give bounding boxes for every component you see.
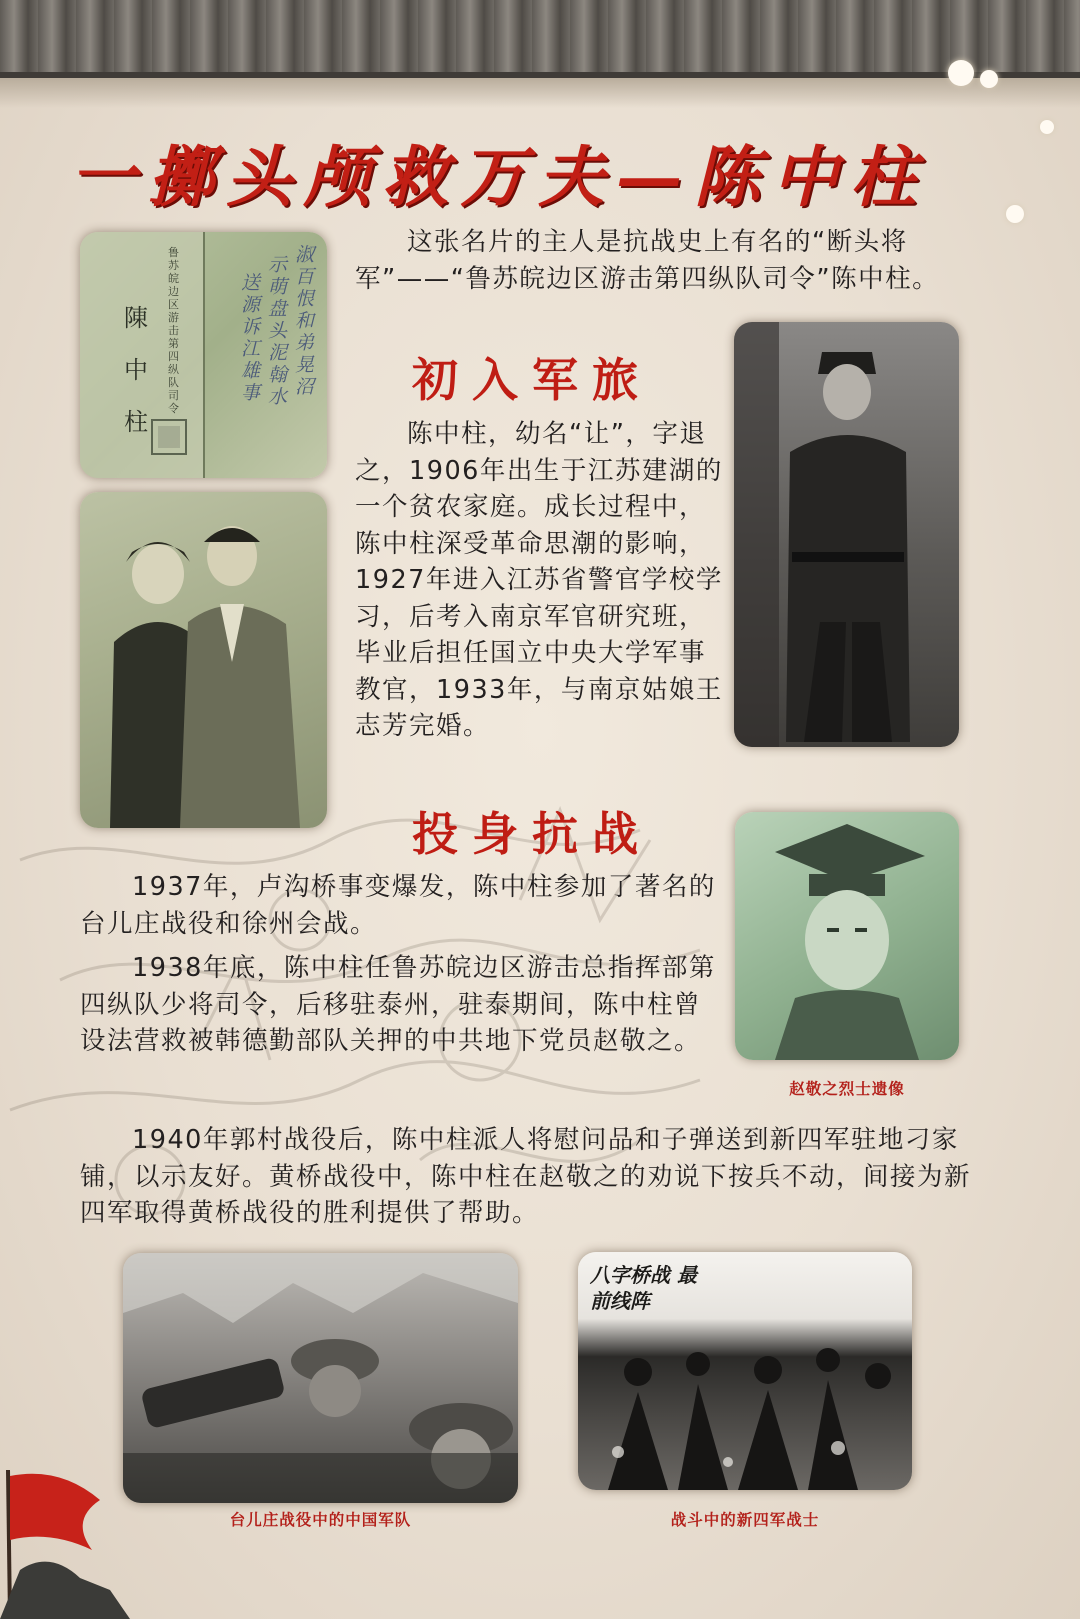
roof-tiles-decoration xyxy=(0,0,1080,78)
page-title: 一擲头颅救万夫—陈中柱 xyxy=(70,138,928,216)
war-paragraph-1938: 1938年底，陈中柱任鲁苏皖边区游击总指挥部第四纵队少将司令，后移驻泰州，驻泰期间，陈中柱曾设法营救被韩德勤部队关押的中共地下党员赵敬之。 xyxy=(80,953,716,1056)
blossom-decoration xyxy=(948,60,974,86)
caption-zhao-jingzhi: 赵敬之烈士遗像 xyxy=(789,1080,905,1098)
photo-sign-text: 八字桥战 最前线阵 xyxy=(590,1263,697,1313)
couple-photo xyxy=(80,492,327,828)
card-name-char: 中 xyxy=(124,356,148,384)
blossom-decoration xyxy=(980,70,998,88)
card-name-char: 陳 xyxy=(124,304,148,332)
card-handwriting: 淑百恨和弟晃沼 xyxy=(295,244,315,398)
caption-new-fourth-army: 战斗中的新四军战士 xyxy=(670,1511,820,1529)
war-paragraph-1937: 1937年，卢沟桥事变爆发，陈中柱参加了著名的台儿庄战役和徐州会战。 xyxy=(80,872,716,939)
business-card-photo xyxy=(80,232,327,478)
card-printed-title: 鲁苏皖边区游击第四纵队司令 xyxy=(168,246,179,415)
section-heading-early-career: 初入军旅 xyxy=(412,353,652,407)
card-name-char: 柱 xyxy=(124,408,148,436)
chen-zhongzhu-portrait xyxy=(734,322,959,747)
caption-taierzhuang: 台儿庄战役中的中国军队 xyxy=(229,1511,412,1529)
card-handwriting: 送源诉江雄事 xyxy=(241,272,261,404)
intro-paragraph: 这张名片的主人是抗战史上有名的“断头将军”——“鲁苏皖边区游击第四纵队司令”陈中柱。 xyxy=(355,227,940,294)
card-handwriting: 示萌盘头泥翰水 xyxy=(268,254,288,408)
section-heading-joining-war: 投身抗战 xyxy=(412,807,652,861)
taierzhuang-troops-photo xyxy=(123,1253,518,1503)
blossom-decoration xyxy=(1040,120,1054,134)
early-career-paragraph: 陈中柱，幼名“让”，字退之，1906年出生于江苏建湖的一个贫农家庭。成长过程中，陈中柱深受革命思潮的影响，1927年进入江苏省警官学校学习，后考入南京军官研究班，毕业后担任国立中央大学军事教官，1933年，与南京姑娘王志芳完婚。 xyxy=(355,419,723,741)
zhao-jingzhi-portrait xyxy=(735,812,959,1060)
new-fourth-army-photo xyxy=(578,1252,912,1490)
war-paragraph-1940: 1940年郭村战役后，陈中柱派人将慰问品和子弹送到新四军驻地刁家铺，以示友好。黄桥战役中，陈中柱在赵敬之的劝说下按兵不动，间接为新四军取得黄桥战役的胜利提供了帮助。 xyxy=(80,1125,972,1228)
red-flag-decoration xyxy=(0,1470,150,1619)
roof-shadow xyxy=(0,78,1080,108)
